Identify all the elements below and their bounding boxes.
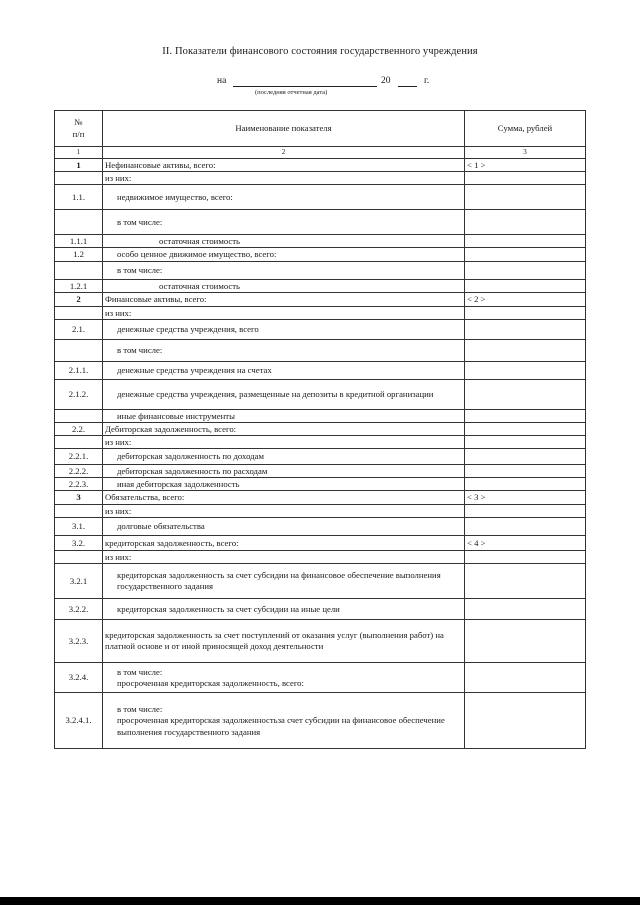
row-sum	[465, 436, 586, 449]
row-number: 1.2.1	[55, 280, 103, 293]
table-row	[55, 280, 586, 293]
table-row	[55, 248, 586, 262]
row-number: 3.2.2.	[55, 599, 103, 620]
row-name: в том числе:	[103, 340, 465, 362]
header-sum: Сумма, рублей	[465, 111, 586, 147]
row-name: в том числе:	[103, 262, 465, 280]
table-row	[55, 307, 586, 320]
row-name: недвижимое имущество, всего:	[103, 185, 465, 210]
row-name: из них:	[103, 505, 465, 518]
row-name: иная дебиторская задолженность	[103, 478, 465, 491]
row-number: 3.2.1	[55, 564, 103, 599]
header-num-line1: №	[74, 117, 83, 128]
year-prefix: 20	[381, 76, 391, 86]
table-row	[55, 320, 586, 340]
row-number: 2	[55, 293, 103, 307]
row-name: Дебиторская задолженность, всего:	[103, 423, 465, 436]
row-name-line1: в том числе:	[117, 666, 163, 677]
table-row	[55, 380, 586, 410]
row-number: 3.2.4.	[55, 663, 103, 693]
table-row	[55, 663, 586, 693]
row-number: 1.1.	[55, 185, 103, 210]
row-sum	[465, 449, 586, 465]
table-row	[55, 210, 586, 235]
table-row	[55, 536, 586, 551]
row-name: кредиторская задолженность за счет субсидии на финансовое обеспечение выполнения государственного задания	[103, 564, 465, 599]
date-blank-field	[233, 86, 377, 87]
row-name: Нефинансовые активы, всего:	[103, 159, 465, 172]
row-sum	[465, 465, 586, 478]
row-number: 3.1.	[55, 518, 103, 536]
financial-indicators-table	[54, 110, 586, 749]
table-row	[55, 340, 586, 362]
row-name: иные финансовые инструменты	[103, 410, 465, 423]
row-sum	[465, 320, 586, 340]
year-suffix: г.	[424, 76, 430, 86]
row-sum	[465, 599, 586, 620]
row-number	[55, 262, 103, 280]
row-number: 1.1.1	[55, 235, 103, 248]
row-sum	[465, 340, 586, 362]
table-row	[55, 185, 586, 210]
row-name: кредиторская задолженность, всего:	[103, 536, 465, 551]
row-number: 3.2.3.	[55, 620, 103, 663]
table-row	[55, 518, 586, 536]
table-row	[55, 449, 586, 465]
row-sum	[465, 518, 586, 536]
table-row	[55, 410, 586, 423]
date-caption: (последняя отчетная дата)	[255, 89, 328, 96]
table-row	[55, 293, 586, 307]
row-number	[55, 410, 103, 423]
row-name-line1: в том числе:	[117, 703, 163, 714]
table-row	[55, 465, 586, 478]
header-name: Наименование показателя	[103, 111, 465, 147]
row-name: дебиторская задолженность по доходам	[103, 449, 465, 465]
row-name: остаточная стоимость	[103, 280, 465, 293]
row-number: 2.1.	[55, 320, 103, 340]
row-number	[55, 505, 103, 518]
row-name: денежные средства учреждения на счетах	[103, 362, 465, 380]
row-name: дебиторская задолженность по расходам	[103, 465, 465, 478]
page-bottom-edge	[0, 897, 640, 905]
row-sum: < 3 >	[465, 491, 586, 505]
row-sum	[465, 235, 586, 248]
row-sum	[465, 210, 586, 235]
row-number: 3	[55, 491, 103, 505]
row-sum	[465, 693, 586, 749]
table-header-row	[55, 111, 586, 147]
table-row	[55, 362, 586, 380]
row-sum	[465, 307, 586, 320]
row-sum	[465, 362, 586, 380]
row-name: Обязательства, всего:	[103, 491, 465, 505]
row-number: 2.2.2.	[55, 465, 103, 478]
row-number: 2.1.1.	[55, 362, 103, 380]
row-sum	[465, 505, 586, 518]
header-num	[55, 111, 103, 147]
row-sum: < 2 >	[465, 293, 586, 307]
row-name	[103, 693, 465, 749]
row-sum	[465, 564, 586, 599]
row-name: долговые обязательства	[103, 518, 465, 536]
row-name-line2: просроченная кредиторская задолженностьза счет субсидии на финансовое обеспечение выполнения государственного задания	[117, 715, 445, 737]
table-row	[55, 551, 586, 564]
document-title: II. Показатели финансового состояния государственного учреждения	[162, 46, 478, 57]
table-row	[55, 478, 586, 491]
row-sum: < 4 >	[465, 536, 586, 551]
report-date-line	[0, 76, 640, 100]
table-row	[55, 693, 586, 749]
row-sum	[465, 262, 586, 280]
table-row	[55, 235, 586, 248]
row-name: кредиторская задолженность за счет субсидии на иные цели	[103, 599, 465, 620]
table-row	[55, 620, 586, 663]
column-number: 1	[55, 147, 103, 159]
row-number: 2.2.1.	[55, 449, 103, 465]
table-row	[55, 505, 586, 518]
row-sum	[465, 551, 586, 564]
row-sum	[465, 423, 586, 436]
row-name: денежные средства учреждения, всего	[103, 320, 465, 340]
row-number: 2.2.3.	[55, 478, 103, 491]
row-number: 3.2.4.1.	[55, 693, 103, 749]
table-row	[55, 172, 586, 185]
table-row	[55, 436, 586, 449]
row-sum	[465, 620, 586, 663]
table-row	[55, 262, 586, 280]
table-row	[55, 599, 586, 620]
row-number	[55, 172, 103, 185]
header-num-line2: п/п	[72, 128, 85, 139]
row-sum	[465, 280, 586, 293]
row-number	[55, 551, 103, 564]
row-sum	[465, 248, 586, 262]
row-name: денежные средства учреждения, размещенные на депозиты в кредитной организации	[103, 380, 465, 410]
row-number: 2.2.	[55, 423, 103, 436]
row-sum	[465, 478, 586, 491]
table-row	[55, 159, 586, 172]
column-number: 2	[103, 147, 465, 159]
row-number: 1.2	[55, 248, 103, 262]
row-sum: < 1 >	[465, 159, 586, 172]
row-name: из них:	[103, 551, 465, 564]
row-name-line2: просроченная кредиторская задолженность, всего:	[117, 677, 304, 688]
table-row	[55, 423, 586, 436]
row-number	[55, 210, 103, 235]
row-sum	[465, 663, 586, 693]
column-number: 3	[465, 147, 586, 159]
row-number	[55, 307, 103, 320]
row-name: кредиторская задолженность за счет поступлений от оказания услуг (выполнения работ) на платной основе и от иной приносящей доход деятельности	[103, 620, 465, 663]
row-number: 1	[55, 159, 103, 172]
row-name: из них:	[103, 307, 465, 320]
row-name: остаточная стоимость	[103, 235, 465, 248]
row-sum	[465, 172, 586, 185]
row-number: 3.2.	[55, 536, 103, 551]
column-number-row	[55, 147, 586, 159]
row-number: 2.1.2.	[55, 380, 103, 410]
row-number	[55, 340, 103, 362]
row-name: Финансовые активы, всего:	[103, 293, 465, 307]
date-prefix: на	[217, 76, 227, 86]
table-row	[55, 491, 586, 505]
year-blank-field	[398, 86, 417, 87]
row-number	[55, 436, 103, 449]
row-name: особо ценное движимое имущество, всего:	[103, 248, 465, 262]
row-name: из них:	[103, 172, 465, 185]
row-sum	[465, 380, 586, 410]
row-name	[103, 663, 465, 693]
table-row	[55, 564, 586, 599]
row-name: в том числе:	[103, 210, 465, 235]
row-sum	[465, 185, 586, 210]
row-sum	[465, 410, 586, 423]
row-name: из них:	[103, 436, 465, 449]
